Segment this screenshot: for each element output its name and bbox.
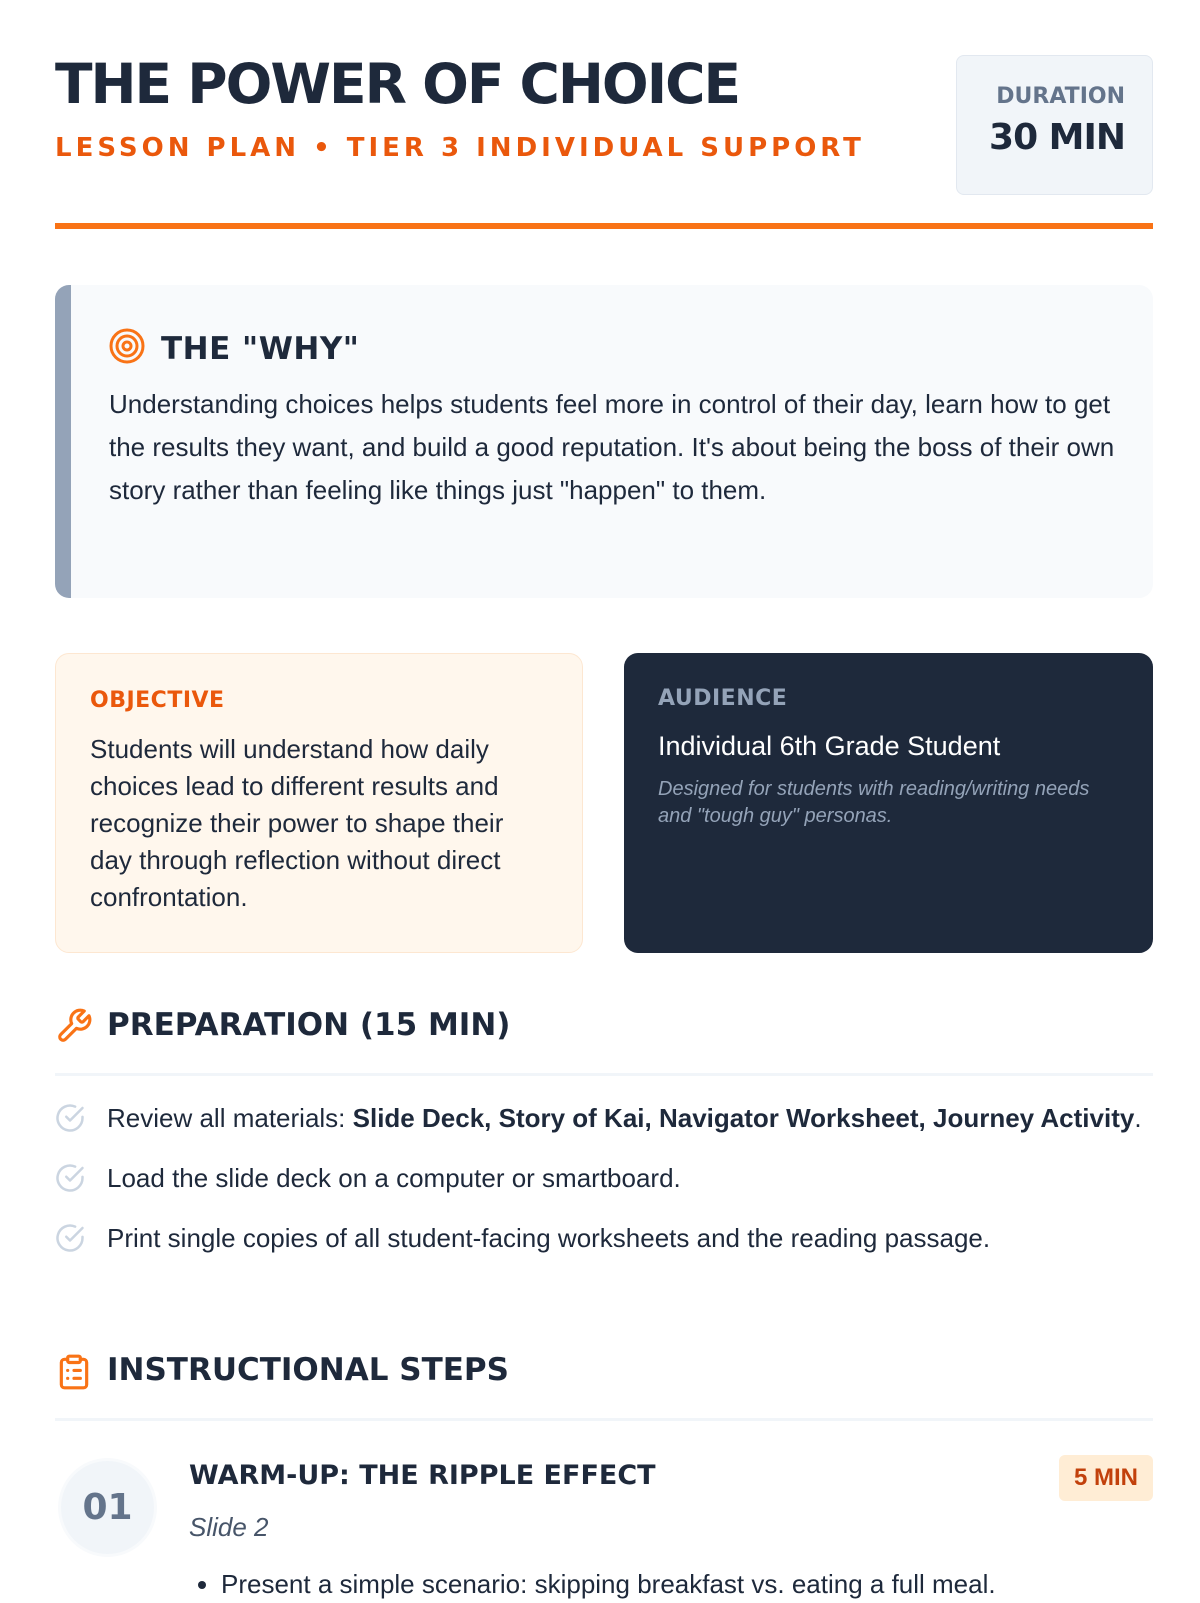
preparation-title: PREPARATION (15 MIN) [107,1007,511,1043]
check-circle-icon [55,1103,85,1144]
steps-header [55,1352,1153,1421]
step-title: WARM-UP: THE RIPPLE EFFECT [189,1460,656,1491]
preparation-item [55,1218,1153,1258]
check-circle-icon [55,1223,85,1264]
page-title: THE POWER OF CHOICE [55,52,740,116]
clipboard-icon [55,1352,93,1397]
duration-label: DURATION [996,84,1125,109]
wrench-icon [55,1007,93,1050]
check-circle-icon [55,1163,85,1204]
preparation-item-suffix: . [1134,1103,1142,1133]
step-bullets [189,1565,996,1603]
preparation-list [55,1098,1153,1278]
audience-label: AUDIENCE [658,686,788,711]
preparation-item [55,1098,1153,1138]
header-divider [55,223,1153,229]
duration-box [956,55,1153,195]
preparation-item-text: Print single copies of all student-facing worksheets and the reading passage. [107,1223,991,1253]
step-bullet: • Present a simple scenario: skipping breakfast vs. eating a full meal. [221,1565,996,1603]
duration-value: 30 MIN [989,117,1125,158]
objective-card [55,653,583,953]
step-number: 01 [61,1461,154,1554]
preparation-header [55,1007,1153,1076]
audience-note: Designed for students with reading/writing needs and "tough guy" personas. [658,778,1090,827]
preparation-item-bold: Slide Deck, Story of Kai, Navigator Worksheet, Journey Activity [352,1103,1135,1133]
why-header [109,328,1115,369]
objective-label: OBJECTIVE [90,688,225,713]
why-body: Understanding choices helps students feel more in control of their day, learn how to get the results they want, and build a good reputation. It's about being the boss of their own story rather than feeling like things just "happen" to them. [109,389,1115,505]
preparation-item [55,1158,1153,1198]
page-subtitle: LESSON PLAN • TIER 3 INDIVIDUAL SUPPORT [55,133,865,163]
objective-body: Students will understand how daily choices lead to different results and recognize their power to shape their day through reflection without direct confrontation. [90,734,504,912]
step-duration-badge: 5 MIN [1059,1455,1153,1501]
preparation-item-text: Review all materials: [107,1103,353,1133]
step-subtitle: Slide 2 [189,1512,269,1542]
why-card [55,285,1153,598]
why-title: THE "WHY" [161,330,360,367]
audience-main: Individual 6th Grade Student [658,731,1001,761]
target-icon [109,328,145,369]
audience-card [624,653,1153,953]
steps-title: INSTRUCTIONAL STEPS [107,1352,509,1388]
preparation-item-text: Load the slide deck on a computer or smartboard. [107,1163,681,1193]
header [55,52,1153,232]
